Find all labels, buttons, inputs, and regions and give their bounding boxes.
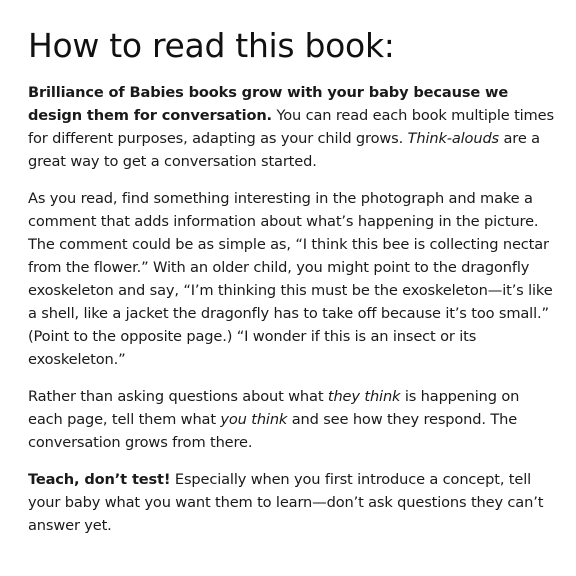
- advice-italic-a: they think: [327, 388, 401, 405]
- book-instructions-page: [28, 26, 558, 551]
- advice-paragraph: [28, 385, 558, 454]
- advice-text-b: is happening on each page, tell them what: [28, 388, 520, 428]
- example-paragraph: [28, 187, 558, 371]
- intro-paragraph: [28, 81, 558, 173]
- intro-text-a: You can read each book multiple times for different purposes, adapting as your child grows.: [28, 107, 554, 147]
- advice-text-c: and see how they respond. The conversation grows from there.: [28, 411, 518, 451]
- intro-text-b: are a great way to get a conversation started.: [28, 130, 540, 170]
- intro-italic-term: Think-alouds: [407, 130, 500, 147]
- advice-text-a: Rather than asking questions about what: [28, 388, 328, 405]
- example-text: As you read, find something interesting in the photograph and make a comment that adds information about what’s happening in the picture. The comment could be as simple as, “I think this bee is collecting nectar from the flower.” With an older child, you might point to the dragonfly exoskeleton and say, “I’m thinking this must be the exoskeleton—it’s like a shell, like a jacket the dragonfly has to take off because it’s too small.” (Point to the opposite page.) “I wonder if this is an insect or its exoskeleton.”: [28, 190, 553, 368]
- intro-bold-lead: Brilliance of Babies books grow with your baby because we design them for conversation.: [28, 84, 509, 124]
- teach-text: Especially when you first introduce a concept, tell your baby what you want them to learn—don’t ask questions they can’t answer yet.: [28, 471, 544, 534]
- teach-bold-lead: Teach, don’t test!: [28, 471, 171, 488]
- advice-italic-b: you think: [220, 411, 288, 428]
- page-title: How to read this book:: [28, 26, 395, 65]
- teach-paragraph: [28, 468, 558, 537]
